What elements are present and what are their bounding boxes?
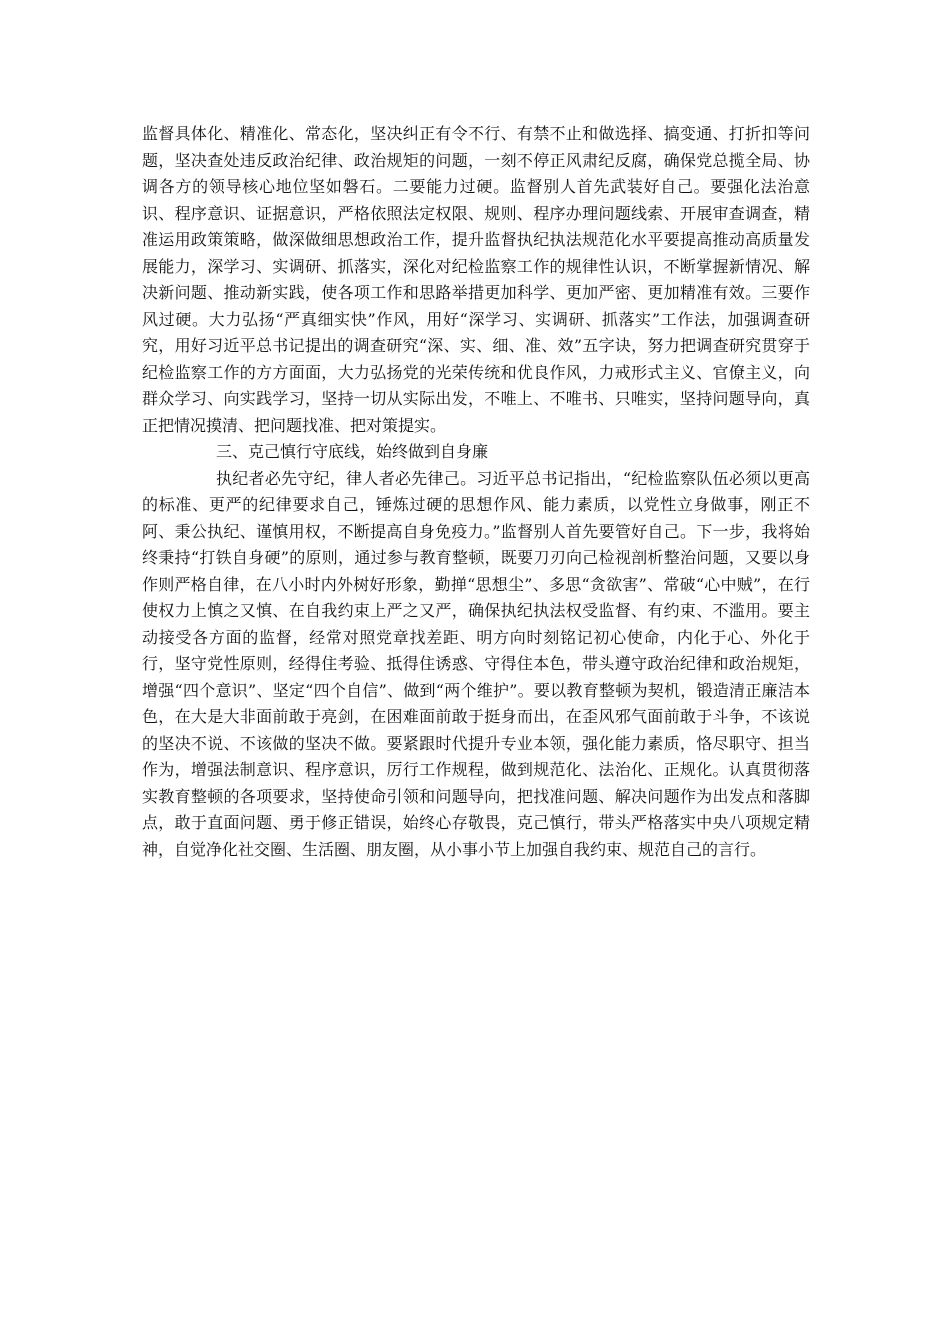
body-paragraph: 执纪者必先守纪，律人者必先律己。习近平总书记指出，“纪检监察队伍必须以更高的标准、更严的纪律要求自己，锤炼过硬的思想作风、能力素质，以党性立身做事，刚正不阿、秉公执纪、谨慎用权，不断提高自身免疫力。”监督别人首先要管好自己。下一步，我将始终秉持“打铁自身硬”的原则，通过参与教育整顿，既要刀刃向己检视剖析整治问题，又要以身作则严格自律，在八小时内外树好形象，勤掸“思想尘”、多思“贪欲害”、常破“心中贼”，在行使权力上慎之又慎、在自我约束上严之又严，确保执纪执法权受监督、有约束、不滥用。要主动接受各方面的监督，经常对照党章找差距、明方向时刻铭记初心使命，内化于心、外化于行，坚守党性原则，经得住考验、抵得住诱惑、守得住本色，带头遵守政治纪律和政治规矩，增强“四个意识”、坚定“四个自信”、做到“两个维护”。要以教育整顿为契机，锻造清正廉洁本色，在大是大非面前敢于亮剑，在困难面前敢于挺身而出，在歪风邪气面前敢于斗争，不该说的坚决不说、不该做的坚决不做。要紧跟时代提升专业本领，强化能力素质，恪尽职守、担当作为，增强法制意识、程序意识，厉行工作规程，做到规范化、法治化、正规化。认真贯彻落实教育整顿的各项要求，坚持使命引领和问题导向，把找准问题、解决问题作为出发点和落脚点，敢于直面问题、勇于修正错误，始终心存敬畏，克己慎行，带头严格落实中央八项规定精神，自觉净化社交圈、生活圈、朋友圈，从小事小节上加强自我约束、规范自己的言行。 <box>142 468 810 859</box>
section-heading: 三、克己慎行守底线，始终做到自身廉 <box>216 442 489 461</box>
body-paragraph-continued: 监督具体化、精准化、常态化，坚决纠正有令不行、有禁不止和做选择、搞变通、打折扣等问题，坚决查处违反政治纪律、政治规矩的问题，一刻不停正风肃纪反腐，确保党总揽全局、协调各方的领导核心地位坚如磐石。二要能力过硬。监督别人首先武装好自己。要强化法治意识、程序意识、证据意识，严格依照法定权限、规则、程序办理问题线索、开展审查调查，精准运用政策策略，做深做细思想政治工作，提升监督执纪执法规范化水平要提高推动高质量发展能力，深学习、实调研、抓落实，深化对纪检监察工作的规律性认识，不断掌握新情况、解决新问题、推动新实践，使各项工作和思路举措更加科学、更加严密、更加精准有效。三要作风过硬。大力弘扬“严真细实快”作风，用好“深学习、实调研、抓落实”工作法，加强调查研究，用好习近平总书记提出的调查研究“深、实、细、准、效”五字诀，努力把调查研究贯穿于纪检监察工作的方方面面，大力弘扬党的光荣传统和优良作风，力戒形式主义、官僚主义，向群众学习、向实践学习，坚持一切从实际出发，不唯上、不唯书、只唯实，坚持问题导向，真正把情况摸清、把问题找准、把对策提实。 <box>142 124 810 435</box>
document-body <box>142 121 810 863</box>
